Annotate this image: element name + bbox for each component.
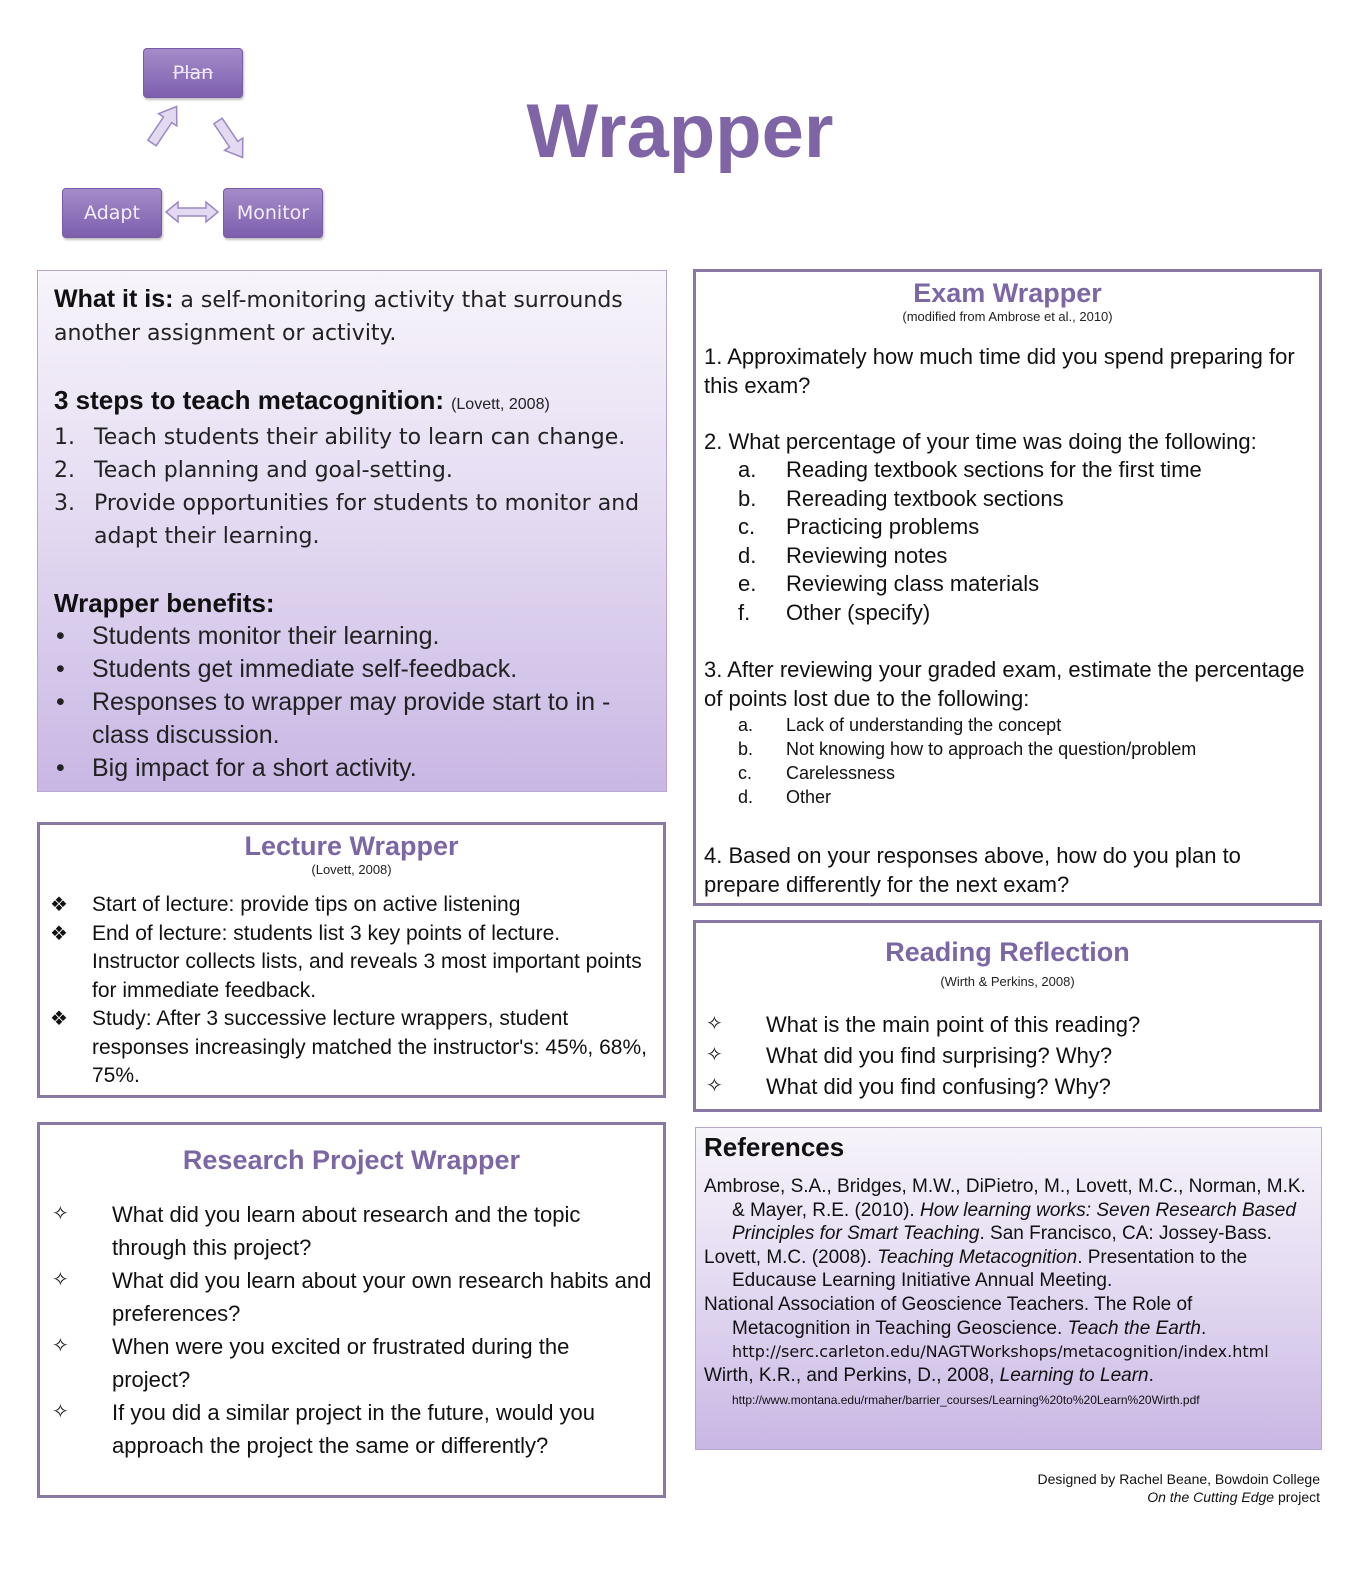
reference-item: National Association of Geoscience Teachers. The Role of Metacognition in Teaching Geoscience. Teach the Earth. http://serc.carleton.edu/NAGTWorkshops/metacognition/index.html [704, 1293, 1269, 1362]
reference-item: Wirth, K.R., and Perkins, D., 2008, Learning to Learn. http://www.montana.edu/rmaher/barrier_courses/Learning%20to%20Learn%20Wirth.pdf [704, 1364, 1200, 1408]
star-bullet-icon: ✧ [52, 1269, 69, 1291]
exam-option: c. Carelessness [738, 763, 896, 783]
exam-option: c. Practicing problems [738, 514, 980, 539]
step-item: 3. Provide opportunities for students to monitor and adapt their learning. [54, 491, 640, 549]
exam-option: e. Reviewing class materials [738, 571, 1040, 596]
reading-title: Reading Reflection [885, 937, 1130, 967]
star-bullet-icon: ✧ [706, 1013, 723, 1035]
arrow-monitor-adapt [166, 202, 218, 222]
references-box [695, 1127, 1322, 1450]
star-bullet-icon: ✧ [706, 1044, 723, 1066]
reading-cite: (Wirth & Perkins, 2008) [940, 974, 1075, 989]
credits-line-2: On the Cutting Edge project [1147, 1489, 1320, 1505]
star-bullet-icon: ✧ [52, 1335, 69, 1357]
exam-question-3: 3. After reviewing your graded exam, estimate the percentage of points lost due to the following: [704, 657, 1305, 711]
reading-reflection-box [693, 920, 1322, 1112]
steps-heading: 3 steps to teach metacognition: [54, 385, 445, 415]
exam-option: b. Rereading textbook sections [738, 485, 1064, 511]
credits [900, 1470, 1320, 1506]
exam-wrapper-box [693, 269, 1322, 906]
lecture-item: ❖ Start of lecture: provide tips on active listening [50, 891, 653, 920]
exam-question-1: 1. Approximately how much time did you spend preparing for this exam? [704, 344, 1295, 398]
star-bullet-icon: ✧ [706, 1075, 723, 1097]
research-title: Research Project Wrapper [182, 1145, 521, 1175]
benefit-item: • Students get immediate self-feedback. [56, 655, 518, 683]
lecture-title: Lecture Wrapper [244, 831, 459, 861]
reference-item: Ambrose, S.A., Bridges, M.W., DiPietro, M., Lovett, M.C., Norman, M.K. & Mayer, R.E. (2010). How learning works: Seven Research Based Principles for Smart Teaching. San Francisco, CA: Jossey-Bass. [704, 1176, 1306, 1245]
exam-cite: (modified from Ambrose et al., 2010) [902, 309, 1113, 324]
reading-item: ✧ What did you find surprising? Why? [704, 1040, 1311, 1071]
research-item: ✧ What did you learn about research and the topic through this project? [50, 1198, 653, 1264]
benefit-item: • Big impact for a short activity. [56, 754, 417, 782]
arrow-adapt-plan [143, 100, 186, 149]
exam-option: d. Reviewing notes [738, 542, 948, 568]
adapt-box [62, 188, 162, 238]
steps-heading-line [54, 384, 650, 421]
page-title: Wrapper [526, 89, 834, 174]
exam-option: f. Other (specify) [738, 599, 931, 625]
exam-title: Exam Wrapper [913, 278, 1102, 308]
exam-option: d. Other [738, 787, 832, 807]
monitor-box [223, 188, 323, 238]
star-bullet-icon: ✧ [52, 1203, 69, 1225]
reading-item: ✧ What did you find confusing? Why? [704, 1071, 1311, 1102]
what-it-is [54, 283, 650, 350]
benefits-heading: Wrapper benefits: [54, 588, 275, 618]
benefit-item: • Responses to wrapper may provide start to in -class discussion. [56, 688, 611, 749]
step-item: 2. Teach planning and goal-setting. [54, 458, 453, 483]
references-title: References [704, 1132, 845, 1162]
diamond-bullet-icon: ❖ [50, 922, 68, 945]
lecture-item: ❖ Study: After 3 successive lecture wrappers, student responses increasingly matched the instructor's: 45%, 68%, 75%. [50, 1005, 653, 1091]
research-wrapper-box [37, 1122, 666, 1498]
monitor-label: Monitor [236, 202, 310, 224]
research-item: ✧ If you did a similar project in the future, would you approach the project the same or differently? [50, 1396, 653, 1462]
exam-option: a. Reading textbook sections for the first time [738, 457, 1202, 482]
lecture-wrapper-box [37, 822, 666, 1098]
steps-cite: (Lovett, 2008) [451, 396, 550, 413]
lecture-cite: (Lovett, 2008) [311, 862, 392, 877]
credits-line-1: Designed by Rachel Beane, Bowdoin College [1037, 1471, 1320, 1487]
exam-question-2: 2. What percentage of your time was doing the following: [704, 429, 1257, 454]
exam-option: b. Not knowing how to approach the question/problem [738, 739, 1197, 759]
what-label: What it is: [54, 285, 174, 313]
exam-option: a. Lack of understanding the concept [738, 715, 1062, 735]
research-item: ✧ What did you learn about your own research habits and preferences? [50, 1264, 653, 1330]
adapt-label: Adapt [84, 202, 140, 224]
diamond-bullet-icon: ❖ [50, 894, 68, 916]
exam-question-4: 4. Based on your responses above, how do you plan to prepare differently for the next exam? [704, 843, 1241, 897]
lecture-item: ❖ End of lecture: students list 3 key points of lecture. Instructor collects lists, and reveals 3 most important points for immediate feedback. [50, 920, 653, 1006]
plan-label: Plan [172, 62, 214, 84]
diamond-bullet-icon: ❖ [50, 1008, 68, 1030]
reading-item: ✧ What is the main point of this reading? [704, 1009, 1311, 1040]
benefit-item: • Students monitor their learning. [56, 622, 440, 650]
what-text: a self-monitoring activity that surrounds another assignment or activity. [54, 288, 623, 346]
step-item: 1. Teach students their ability to learn can change. [54, 425, 626, 450]
intro-box [37, 270, 667, 792]
research-item: ✧ When were you excited or frustrated during the project? [50, 1330, 653, 1396]
star-bullet-icon: ✧ [52, 1401, 69, 1423]
reference-url[interactable]: http://serc.carleton.edu/NAGTWorkshops/metacognition/index.html [732, 1342, 1269, 1362]
reference-url[interactable]: http://www.montana.edu/rmaher/barrier_courses/Learning%20to%20Learn%20Wirth.pdf [732, 1393, 1200, 1408]
arrow-plan-monitor [209, 115, 252, 164]
plan-box [143, 48, 243, 98]
reference-item: Lovett, M.C. (2008). Teaching Metacognition. Presentation to the Educause Learning Initiative Annual Meeting. [704, 1246, 1248, 1292]
